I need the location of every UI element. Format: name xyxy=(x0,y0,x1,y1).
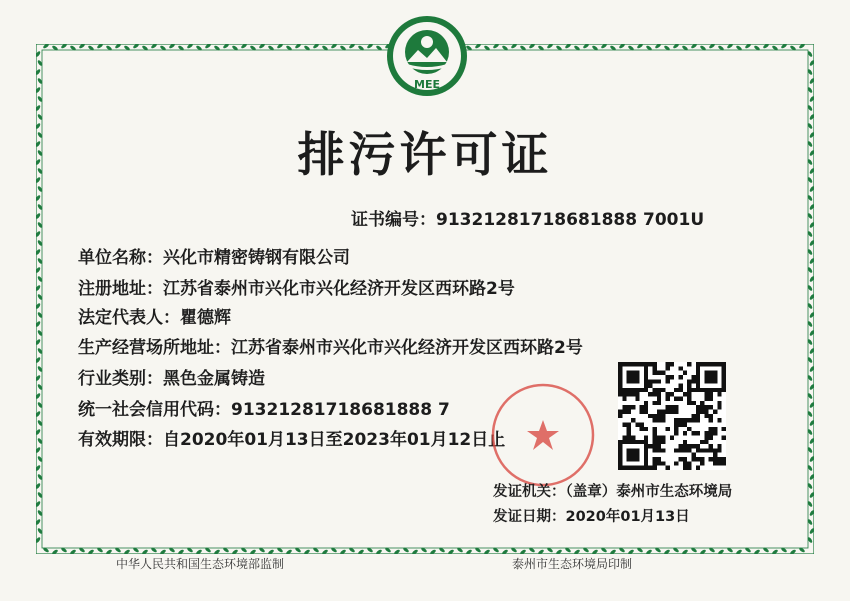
field-value: 江苏省泰州市兴化市兴化经济开发区西环路2号 xyxy=(231,338,583,358)
footer-printer: 泰州市生态环境局印制 xyxy=(512,557,633,571)
field-unit-name xyxy=(78,243,350,268)
field-value: 黑色金属铸造 xyxy=(163,369,265,389)
field-business-address xyxy=(78,333,583,358)
field-label: 有效期限： xyxy=(78,430,163,450)
field-label: 统一社会信用代码： xyxy=(78,400,231,420)
field-label: 法定代表人： xyxy=(78,308,180,328)
official-seal-icon xyxy=(488,380,598,490)
field-value: 瞿德辉 xyxy=(180,308,231,328)
certificate-number-value: 91321281718681888 7001U xyxy=(436,210,705,230)
issuing-authority xyxy=(493,480,732,501)
mee-emblem-icon xyxy=(385,14,469,98)
field-value: 91321281718681888 7 xyxy=(231,400,450,420)
issue-date-value: 2020年01月13日 xyxy=(565,509,690,525)
certificate-number-label: 证书编号： xyxy=(351,210,436,230)
field-registered-address xyxy=(78,274,515,299)
page-title: 排污许可证 xyxy=(297,128,553,183)
field-value: 自2020年01月13日至2023年01月12日止 xyxy=(163,430,506,450)
certificate-number xyxy=(351,205,704,230)
field-value: 兴化市精密铸钢有限公司 xyxy=(163,248,350,268)
field-value: 江苏省泰州市兴化市兴化经济开发区西环路2号 xyxy=(163,279,515,299)
issuer-label: 发证机关： xyxy=(493,484,566,500)
field-label: 行业类别： xyxy=(78,369,163,389)
issue-date xyxy=(493,505,690,526)
field-label: 单位名称： xyxy=(78,248,163,268)
issue-date-label: 发证日期： xyxy=(493,509,566,525)
field-label: 注册地址： xyxy=(78,279,163,299)
emblem-text: MEE xyxy=(414,78,440,91)
field-credit-code xyxy=(78,395,450,420)
footer-supervisor: 中华人民共和国生态环境部监制 xyxy=(116,557,285,571)
qr-code-icon xyxy=(618,362,726,470)
field-legal-representative xyxy=(78,303,231,328)
field-label: 生产经营场所地址： xyxy=(78,338,231,358)
issuer-value: （盖章）泰州市生态环境局 xyxy=(565,484,733,500)
field-industry-category xyxy=(78,364,265,389)
field-validity-period xyxy=(78,425,505,450)
